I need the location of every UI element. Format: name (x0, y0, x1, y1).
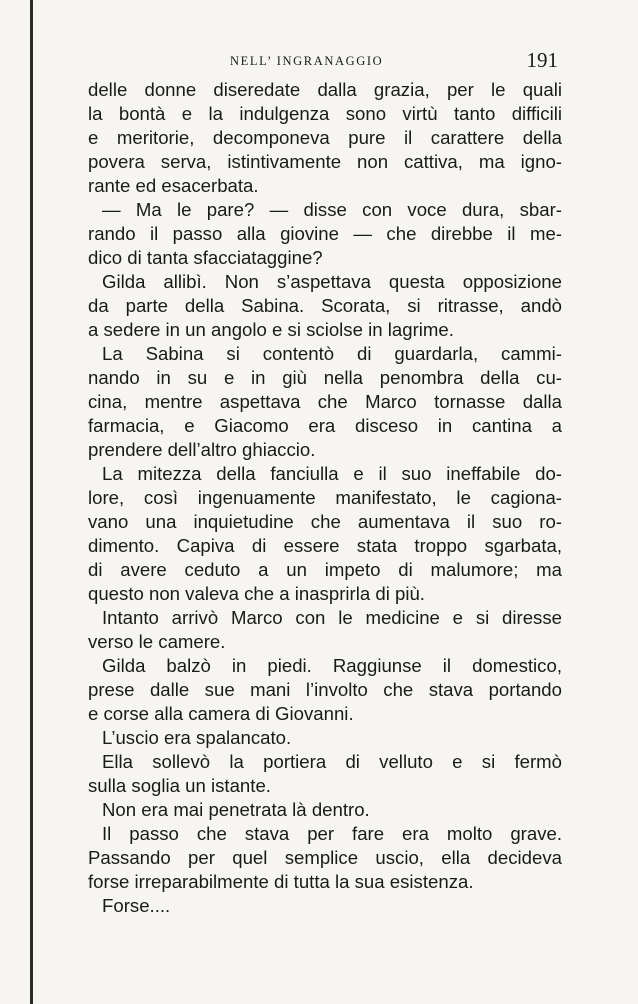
text-line: Ella sollevò la portiera di velluto e si fermò (102, 751, 562, 772)
text-line: prendere dell’altro ghiaccio. (88, 439, 316, 460)
text-line: cina, mentre aspettava che Marco tornasse dalla (88, 391, 562, 412)
text-line: la bontà e la indulgenza sono virtù tanto difficili (88, 103, 562, 124)
paragraph (88, 462, 562, 606)
page-number: 191 (526, 48, 558, 72)
text-line: di avere ceduto a un impeto di malumore; ma (88, 559, 562, 580)
paragraph (88, 822, 562, 894)
binding-edge (30, 0, 33, 1004)
text-line: e corse alla camera di Giovanni. (88, 703, 354, 724)
paragraph (88, 606, 562, 654)
text-line: prese dalle sue mani l’involto che stava portando (88, 679, 562, 700)
text-line: Forse.... (102, 895, 171, 916)
paragraph (88, 270, 562, 342)
paragraph (88, 798, 562, 822)
body-text (88, 78, 562, 918)
text-line: verso le camere. (88, 631, 226, 652)
text-line: Passando per quel semplice uscio, ella decideva (88, 847, 562, 868)
text-line: L’uscio era spalancato. (102, 727, 292, 748)
text-line: dimento. Capiva di essere stata troppo sgarbata, (88, 535, 562, 556)
text-line: e meritorie, decomponeva pure il carattere della (88, 127, 562, 148)
paragraph (88, 894, 562, 918)
text-line: questo non valeva che a inasprirla di più. (88, 583, 425, 604)
text-line: Gilda balzò in piedi. Raggiunse il domestico, (102, 655, 562, 676)
text-line: rando il passo alla giovine — che direbbe il me- (88, 223, 562, 244)
text-line: Non era mai penetrata là dentro. (102, 799, 370, 820)
text-line: vano una inquietudine che aumentava il suo ro- (88, 511, 562, 532)
text-line: La mitezza della fanciulla e il suo ineffabile do- (102, 463, 562, 484)
text-line: — Ma le pare? — disse con voce dura, sbar- (102, 199, 562, 220)
text-line: sulla soglia un istante. (88, 775, 271, 796)
text-line: dico di tanta sfacciataggine? (88, 247, 323, 268)
paragraph (88, 78, 562, 198)
page-header (88, 46, 558, 76)
paragraph (88, 342, 562, 462)
text-line: Intanto arrivò Marco con le medicine e si diresse (102, 607, 562, 628)
text-line: Gilda allibì. Non s’aspettava questa opposizione (102, 271, 562, 292)
paragraph (88, 198, 562, 270)
text-line: a sedere in un angolo e si sciolse in lagrime. (88, 319, 454, 340)
text-line: rante ed esacerbata. (88, 175, 259, 196)
text-line: La Sabina si contentò di guardarla, cammi- (102, 343, 562, 364)
text-line: nando in su e in giù nella penombra della cu- (88, 367, 562, 388)
text-line: da parte della Sabina. Scorata, si ritrasse, andò (88, 295, 562, 316)
paragraph (88, 750, 562, 798)
text-line: lore, così ingenuamente manifestato, le cagiona- (88, 487, 562, 508)
text-line: farmacia, e Giacomo era disceso in cantina a (88, 415, 562, 436)
text-line: povera serva, istintivamente non cattiva, ma igno- (88, 151, 562, 172)
text-line: Il passo che stava per fare era molto grave. (102, 823, 562, 844)
text-line: delle donne diseredate dalla grazia, per le quali (88, 79, 562, 100)
running-title: NELL’ INGRANAGGIO (230, 54, 384, 68)
paragraph (88, 726, 562, 750)
paragraph (88, 654, 562, 726)
text-line: forse irreparabilmente di tutta la sua esistenza. (88, 871, 474, 892)
